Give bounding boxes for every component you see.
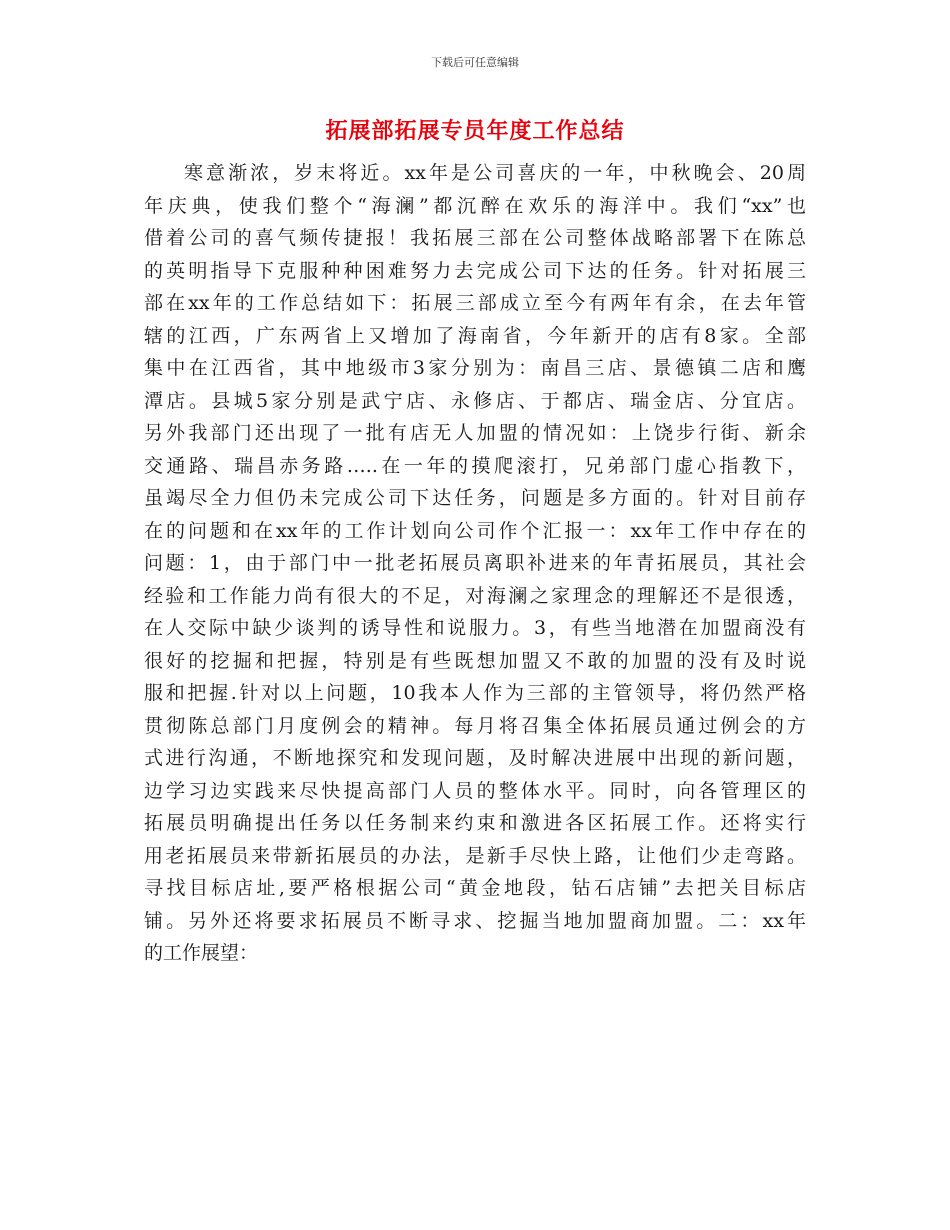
body-line: 服和把握.针对以上问题，10我本人作为三部的主管领导，将仍然严格 <box>144 682 806 704</box>
body-line: 的英明指导下克服种种困难努力去完成公司下达的任务。针对拓展三 <box>144 259 806 282</box>
body-line: 贯彻陈总部门月度例会的精神。每月将召集全体拓展员通过例会的方 <box>144 714 806 737</box>
body-line: 辖的江西，广东两省上又增加了海南省，今年新开的店有8家。全部 <box>144 324 806 347</box>
body-line: 经验和工作能力尚有很大的不足，对海澜之家理念的理解还不是很透， <box>144 584 806 607</box>
body-line: 借着公司的喜气频传捷报！我拓展三部在公司整体战略部署下在陈总 <box>144 227 806 249</box>
body-line: 潭店。县城5家分别是武宁店、永修店、于都店、瑞金店、分宜店。 <box>144 389 806 412</box>
body-line: 集中在江西省，其中地级市3家分别为：南昌三店、景德镇二店和鹰 <box>144 357 806 379</box>
body-line: 在的问题和在xx年的工作计划向公司作个汇报一：xx年工作中存在的 <box>144 519 806 542</box>
body-line: 寻找目标店址,要严格根据公司“黄金地段，钻石店铺”去把关目标店 <box>144 877 806 899</box>
body-line: 问题：1，由于部门中一批老拓展员离职补进来的年青拓展员，其社会 <box>144 552 806 574</box>
body-line: 寒意渐浓，岁末将近。xx年是公司喜庆的一年，中秋晚会、20周 <box>184 162 806 184</box>
body-line: 交通路、瑞昌赤务路…..在一年的摸爬滚打，兄弟部门虚心指教下， <box>144 454 806 477</box>
body-line: 的工作展望： <box>144 942 259 964</box>
header-note: 下载后可任意编辑 <box>431 56 519 69</box>
body-line: 虽竭尽全力但仍未完成公司下达任务，问题是多方面的。针对目前存 <box>144 487 806 509</box>
body-line: 另外我部门还出现了一批有店无人加盟的情况如：上饶步行街、新余 <box>144 422 806 444</box>
document-title: 拓展部拓展专员年度工作总结 <box>325 119 625 144</box>
body-line: 年庆典，使我们整个“海澜”都沉醉在欢乐的海洋中。我们“xx”也 <box>144 194 806 217</box>
body-text <box>144 157 806 970</box>
body-line: 部在xx年的工作总结如下：拓展三部成立至今有两年有余，在去年管 <box>144 292 806 314</box>
body-line: 很好的挖掘和把握，特别是有些既想加盟又不敢的加盟的没有及时说 <box>144 649 806 672</box>
body-line: 拓展员明确提出任务以任务制来约束和激进各区拓展工作。还将实行 <box>144 812 806 834</box>
body-line: 式进行沟通，不断地探究和发现问题，及时解决进展中出现的新问题， <box>144 747 806 769</box>
body-line: 用老拓展员来带新拓展员的办法，是新手尽快上路，让他们少走弯路。 <box>144 844 806 867</box>
body-line: 边学习边实践来尽快提高部门人员的整体水平。同时，向各管理区的 <box>144 779 806 802</box>
body-line: 在人交际中缺少谈判的诱导性和说服力。3，有些当地潜在加盟商没有 <box>144 617 806 639</box>
body-line: 铺。另外还将要求拓展员不断寻求、挖掘当地加盟商加盟。二：xx年 <box>144 909 806 932</box>
